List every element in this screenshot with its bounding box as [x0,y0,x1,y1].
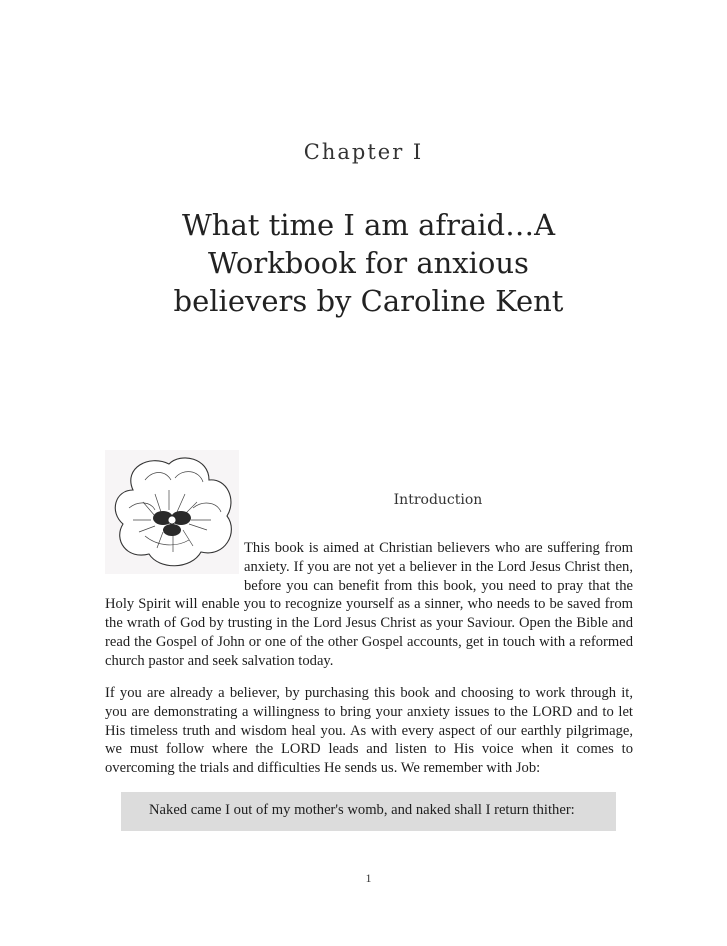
scripture-quote-box [121,792,616,831]
scripture-quote: Naked came I out of my mother's womb, and naked shall I return thither: [149,802,575,818]
chapter-label: Chapter I [303,140,424,164]
intro-paragraph-2: If you are already a believer, by purchasing this book and choosing to work through it, you are demonstrating a willingness to bring your anxiety issues to the LORD and to let His timeless truth and wisdom heal you. As with every aspect of our earthly pilgrimage, we must follow where the LORD leads and listen to His voice when it comes to overcoming the trials and difficulties He sends us. We remember with Job: [105,685,633,777]
introduction-heading: Introduction [393,492,483,508]
book-title: What time I am afraid…A Workbook for anxious believers by Caroline Kent [173,208,564,318]
intro-paragraph-1-text: This book is aimed at Christian believers who are suffering from anxiety. If you are not yet a believer in the Lord Jesus Christ then, before you can benefit from this book, you need to pray that the Holy Spirit will enable you to recognize yourself as a sinner, who needs to be saved from the wrath of God by trusting in the Lord Jesus Christ as your Saviour. Open the Bible and read the Gospel of John or one of the other Gospel accounts, get in touch with a reformed church pastor and seek salvation today. [105,540,633,669]
illustration-spacer [105,539,244,595]
intro-paragraph-1 [105,539,633,671]
page-number: 1 [365,871,372,885]
